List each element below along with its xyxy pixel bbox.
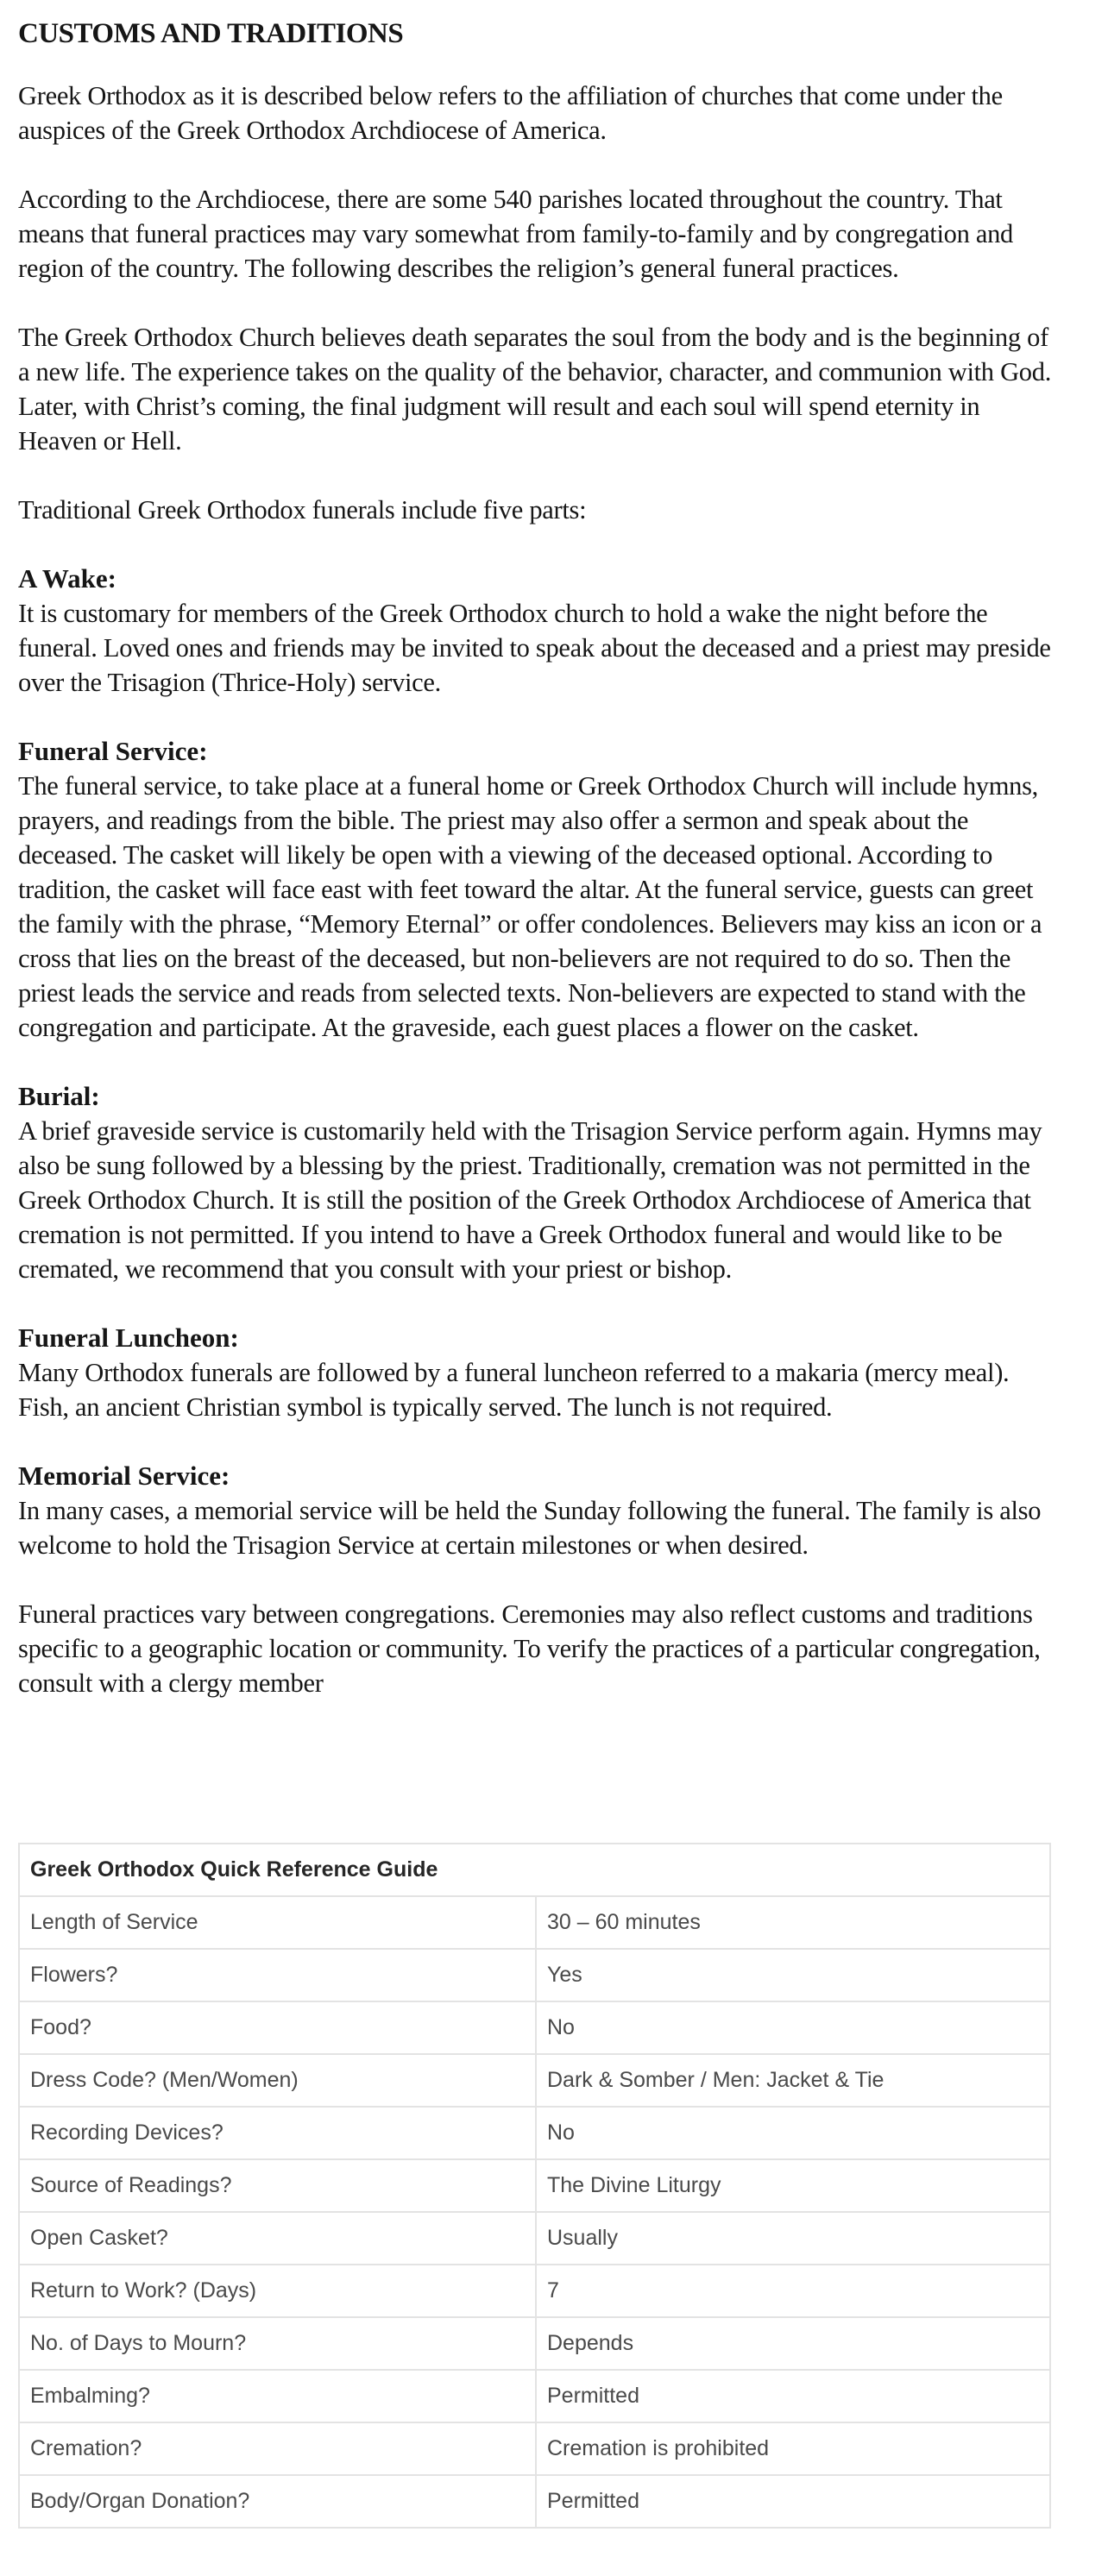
table-row <box>19 2475 1050 2528</box>
part-heading: Memorial Service: <box>18 1461 230 1491</box>
row-value: Permitted <box>536 2370 1050 2422</box>
table-row <box>19 2370 1050 2422</box>
part-burial <box>18 1079 1054 1286</box>
part-funeral-service <box>18 734 1054 1045</box>
table-row <box>19 2001 1050 2054</box>
row-value: Depends <box>536 2317 1050 2370</box>
table-row <box>19 2422 1050 2475</box>
table-title: Greek Orthodox Quick Reference Guide <box>19 1844 1050 1896</box>
archdiocese-paragraph: According to the Archdiocese, there are some 540 parishes located throughout the country. That means that funeral practices may vary somewhat from family-to-family and by congregation and region of the country. The following describes the religion’s general funeral practices. <box>18 185 1014 283</box>
page-title: CUSTOMS AND TRADITIONS <box>18 18 404 49</box>
row-label: Dress Code? (Men/Women) <box>19 2054 536 2107</box>
part-heading: Funeral Service: <box>18 736 208 766</box>
part-memorial-service <box>18 1459 1054 1562</box>
row-value: Permitted <box>536 2475 1050 2528</box>
row-value: 30 – 60 minutes <box>536 1896 1050 1949</box>
row-value: Yes <box>536 1949 1050 2001</box>
row-label: Flowers? <box>19 1949 536 2001</box>
table-row <box>19 1896 1050 1949</box>
article <box>18 0 1054 1700</box>
row-value: Usually <box>536 2212 1050 2265</box>
row-label: Recording Devices? <box>19 2107 536 2159</box>
row-label: Length of Service <box>19 1896 536 1949</box>
closing-paragraph: Funeral practices vary between congregations. Ceremonies may also reflect customs and traditions specific to a geographic location or community. To verify the practices of a particular congregation, consult with a clergy member <box>18 1599 1041 1698</box>
row-label: Open Casket? <box>19 2212 536 2265</box>
part-heading: Funeral Luncheon: <box>18 1323 239 1353</box>
part-text: It is customary for members of the Greek Orthodox church to hold a wake the night before the funeral. Loved ones and friends may be invited to speak about the deceased and a priest may preside over the Trisagion (Thrice-Holy) service. <box>18 599 1051 697</box>
part-heading: A Wake: <box>18 563 116 594</box>
table-row <box>19 2107 1050 2159</box>
part-heading: Burial: <box>18 1081 100 1111</box>
table-row <box>19 2054 1050 2107</box>
quick-reference-table <box>18 1843 1051 2529</box>
row-label: No. of Days to Mourn? <box>19 2317 536 2370</box>
part-text: A brief graveside service is customarily held with the Trisagion Service perform again. Hymns may also be sung followed by a blessing by the priest. Traditionally, cremation was not permitted in the Greek Orthodox Church. It is still the position of the Greek Orthodox Archdiocese of America that cremation is not permitted. If you intend to have a Greek Orthodox funeral and would like to be cremated, we recommend that you consult with your priest or bishop. <box>18 1116 1042 1284</box>
row-label: Source of Readings? <box>19 2159 536 2212</box>
row-value: 7 <box>536 2265 1050 2317</box>
part-funeral-luncheon <box>18 1321 1054 1424</box>
part-text: Many Orthodox funerals are followed by a funeral luncheon referred to a makaria (mercy meal). Fish, an ancient Christian symbol is typically served. The lunch is not required. <box>18 1358 1010 1422</box>
part-text: The funeral service, to take place at a funeral home or Greek Orthodox Church will include hymns, prayers, and readings from the bible. The priest may also offer a sermon and speak about the deceased. The casket will likely be open with a viewing of the deceased optional. According to tradition, the casket will face east with feet toward the altar. At the funeral service, guests can greet the family with the phrase, “Memory Eternal” or offer condolences. Believers may kiss an icon or a cross that lies on the breast of the deceased, but non-believers are not required to do so. Then the priest leads the service and reads from selected texts. Non-believers are expected to stand with the congregation and participate. At the graveside, each guest places a flower on the casket. <box>18 771 1042 1042</box>
table-row <box>19 2317 1050 2370</box>
table-row <box>19 1949 1050 2001</box>
row-label: Cremation? <box>19 2422 536 2475</box>
five-parts-paragraph: Traditional Greek Orthodox funerals include five parts: <box>18 495 587 525</box>
belief-paragraph: The Greek Orthodox Church believes death separates the soul from the body and is the beginning of a new life. The experience takes on the quality of the behavior, character, and communion with God. Later, with Christ’s coming, the final judgment will result and each soul will spend eternity in Heaven or Hell. <box>18 323 1052 456</box>
part-wake <box>18 562 1054 700</box>
row-label: Food? <box>19 2001 536 2054</box>
table-row <box>19 2265 1050 2317</box>
part-text: In many cases, a memorial service will be held the Sunday following the funeral. The family is also welcome to hold the Trisagion Service at certain milestones or when desired. <box>18 1496 1042 1560</box>
table-row <box>19 2212 1050 2265</box>
row-value: Dark & Somber / Men: Jacket & Tie <box>536 2054 1050 2107</box>
row-label: Body/Organ Donation? <box>19 2475 536 2528</box>
row-value: Cremation is prohibited <box>536 2422 1050 2475</box>
table-row <box>19 2159 1050 2212</box>
row-value: The Divine Liturgy <box>536 2159 1050 2212</box>
table-header-row <box>19 1844 1050 1896</box>
row-label: Return to Work? (Days) <box>19 2265 536 2317</box>
row-value: No <box>536 2001 1050 2054</box>
row-value: No <box>536 2107 1050 2159</box>
row-label: Embalming? <box>19 2370 536 2422</box>
intro-paragraph: Greek Orthodox as it is described below refers to the affiliation of churches that come under the auspices of the Greek Orthodox Archdiocese of America. <box>18 81 1003 145</box>
